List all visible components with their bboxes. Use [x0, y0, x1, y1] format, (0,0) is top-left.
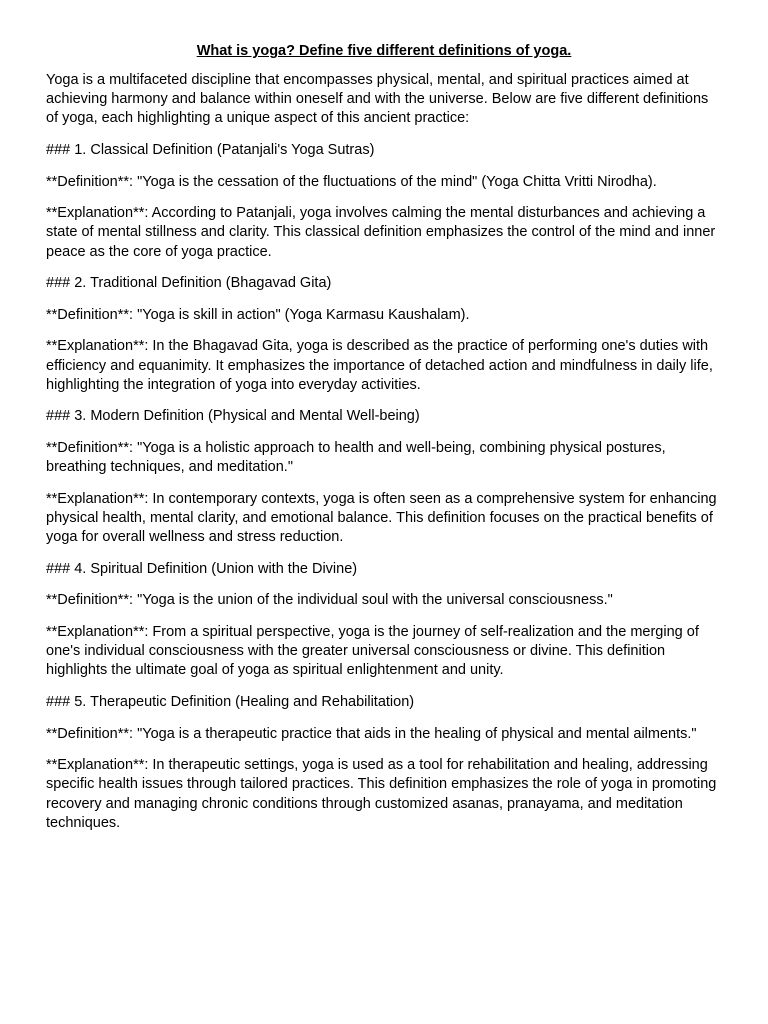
section-3-explanation: **Explanation**: In contemporary contexts, yoga is often seen as a comprehensive system for enhancing physical health, mental clarity, and emotional balance. This definition focuses on the practical benefits of yoga for overall wellness and stress reduction.	[46, 490, 717, 546]
section-4-explanation: **Explanation**: From a spiritual perspective, yoga is the journey of self-realization and the merging of one's individual consciousness with the greater universal consciousness or divine. This definition highlights the ultimate goal of yoga as spiritual enlightenment and unity.	[46, 623, 699, 679]
section-1-explanation: **Explanation**: According to Patanjali, yoga involves calming the mental disturbances and achieving a state of mental stillness and clarity. This classical definition emphasizes the control of the mind and inner peace as the core of yoga practice.	[46, 205, 716, 260]
section-1-heading: ### 1. Classical Definition (Patanjali's Yoga Sutras)	[46, 142, 375, 158]
section-5-explanation: **Explanation**: In therapeutic settings, yoga is used as a tool for rehabilitation and healing, addressing specific health issues through tailored practices. This definition emphasizes the role of yoga in promoting recovery and managing chronic conditions through customized asanas, pranayama, and meditation techniques.	[46, 757, 717, 831]
section-3-heading: ### 3. Modern Definition (Physical and Mental Well-being)	[46, 408, 420, 425]
section-4-heading: ### 4. Spiritual Definition (Union with the Divine)	[46, 560, 358, 577]
section-4-definition: **Definition**: "Yoga is the union of the individual soul with the universal consciousness."	[46, 592, 613, 609]
section-5-definition: **Definition**: "Yoga is a therapeutic practice that aids in the healing of physical and mental ailments."	[46, 725, 697, 742]
document-title: What is yoga? Define five different definitions of yoga.	[196, 43, 572, 59]
section-5-heading: ### 5. Therapeutic Definition (Healing and Rehabilitation)	[46, 693, 415, 710]
section-2-definition: **Definition**: "Yoga is skill in action" (Yoga Karmasu Kaushalam).	[46, 306, 470, 323]
section-2-explanation: **Explanation**: In the Bhagavad Gita, yoga is described as the practice of performing one's duties with efficiency and equanimity. It emphasizes the importance of detached action and mindfulness in daily life, highlighting the integration of yoga into everyday activities.	[46, 338, 713, 393]
section-1-definition: **Definition**: "Yoga is the cessation of the fluctuations of the mind" (Yoga Chitta Vritti Nirodha).	[46, 173, 657, 190]
intro-paragraph: Yoga is a multifaceted discipline that encompasses physical, mental, and spiritual practices aimed at achieving harmony and balance within oneself and with the universe. Below are five different definitions of yoga, each highlighting a unique aspect of this ancient practice:	[46, 72, 709, 127]
section-2-heading: ### 2. Traditional Definition (Bhagavad Gita)	[46, 275, 332, 292]
section-3-definition: **Definition**: "Yoga is a holistic approach to health and well-being, combining physical postures, breathing techniques, and meditation."	[46, 439, 666, 476]
